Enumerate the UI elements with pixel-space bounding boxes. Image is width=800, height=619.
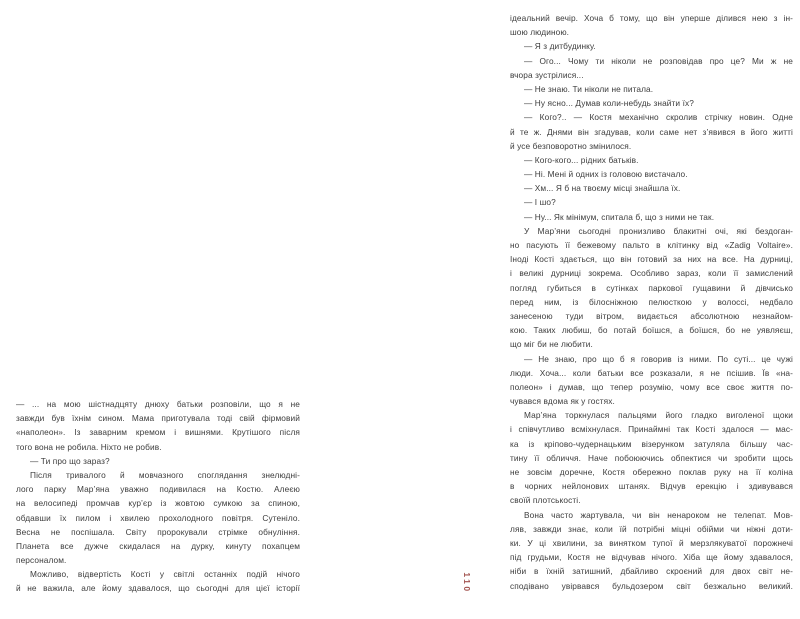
text-line: — ... на мою шістнадцяту днюху батьки розповіли, що я не [16,399,300,409]
text-line: чувався вдома як у гостях. [510,396,615,407]
text-line: — Ну... Як мінімум, спитала б, що з ними не так. [524,211,715,222]
text-line: сподівано увірвався бульдозером світ безжально великий. [510,580,793,591]
text-line: Весна не поспішала. Світу пророкували стрімке обнуління. [16,526,300,537]
text-line: — Хм... Я б на твоєму місці знайшла їх. [524,183,681,194]
text-line: ніби в їхній затишний, дбайливо скроєний для двох світ не- [510,566,793,577]
text-line: й те ж. Днями він згадував, коли саме нет з’явився в його житті [510,126,793,137]
text-line: лого парку Мар’яна уважно подивилася на Костю. Алеєю [16,484,300,495]
text-line: і великі дурниці зокрема. Особливо зараз, коли її замислений [510,268,793,279]
left-page-text-column [16,397,300,596]
text-line: ки. У ці хвилини, за винятком тупої й мерзлякуватої порожнечі [510,537,793,548]
text-line: в чорних нейлонових штанях. Відчув ерекцію і здивувався [510,481,793,492]
right-page-text-column [510,11,793,593]
text-line: — Я з дитбудинку. [524,41,596,52]
text-line: й усе безповоротно змінилося. [510,140,632,151]
text-line: «наполеон». Із заварним кремом і вишнями. Крутішого після [16,427,300,438]
text-line: У Мар’яни сьогодні пронизливо блакитні очі, які бездоган- [524,225,793,236]
text-line: но пасують її бежевому пальто в клітинку від «Zadig Voltaire». [510,240,793,250]
text-line: полеон» і думав, що тепер розумію, чому все своє життя по- [510,381,793,392]
text-line: завжди був їхнім сином. Мама приготувала тоді свій фірмовий [16,413,300,424]
text-line: під грудьми, Костя не відчував нічого. Хіба ще йому здавалося, [510,552,793,563]
text-line: кою. Таких любиш, бо потай боїшся, а боїшся, бо не уявляєш, [510,325,793,336]
text-line: ляв, завжди знає, коли їй потрібні міцні обійми чи ніжні доти- [510,523,793,534]
text-line: Вона часто жартувала, чи він ненароком не телепат. Мов- [524,509,793,520]
text-line: Після тривалого й мовчазного споглядання знелюдні- [30,469,300,480]
text-line: занесеною туди вітром, видається абсолютною незнайом- [510,310,793,321]
text-line: Планета все дужче скидалася на дурку, кинуту похапцем [16,540,300,551]
text-line: ідеальний вечір. Хоча б тому, що він уперше ділився нею з ін- [510,13,793,23]
text-line: й не важила, але йому здавалося, що сьогодні для цієї історії [16,583,300,594]
text-line: ка із кріпово-чудернацьким візерунком затуляла більшу час- [510,438,793,449]
text-line: — Ого... Чому ти ніколи не розповідав про це? Ми ж не [524,55,793,66]
page-number: 110 [462,572,472,594]
text-line: — І шо? [524,197,556,208]
text-line: Мар’яна торкнулася пальцями його гладко виголеної щоки [524,410,793,421]
text-line: — Не знаю. Ти ніколи не питала. [524,83,654,94]
text-line: Можливо, відвертість Кості у світлі останніх подій нічого [30,569,300,580]
text-line: — Кого?.. — Костя механічно скролив стрічку новин. Одне [524,112,793,123]
text-line: шою людиною. [510,27,570,38]
text-line: тину її обличчя. Наче побоюючись обпектися чи зробити щось [510,452,793,463]
text-line: що міг би не любити. [510,339,593,350]
text-line: Іноді Кості здається, що він готовий за них на все. На дурниці, [510,254,793,265]
text-line: — Не знаю, про що б я говорив із ними. По суті... це чужі [524,353,793,364]
text-line: персоналом. [16,555,67,566]
text-line: — Кого-кого... рідних батьків. [524,154,639,165]
text-line: і співчутливо всміхнулася. Принаймні так Кості здалося — мас- [510,424,793,435]
text-line: перед ним, із білосніжною пелюсткою у волоссі, недбало [510,296,793,307]
text-line: не зовсім доречне, Костя обережно поклав руку на її коліна [510,467,793,477]
text-line: люди. Хоча... коли батьки все розказали, я не псішив. Їв «на- [510,367,793,378]
text-line: обдавши їх пилом і хвилею прохолодного повітря. Сутеніло. [16,512,300,523]
text-line: погляд губиться в сутінках паркової гущавини й дівчисько [510,282,793,293]
text-line: — Ти про що зараз? [30,455,110,466]
text-line: — Ну ясно... Думав коли-небудь знайти їх? [524,98,694,109]
text-line: вчора зустрілися... [510,69,584,80]
text-line: своїй плотськості. [510,495,581,506]
text-line: того вона не робила. Ніхто не робив. [16,441,162,452]
page-number-folio [452,568,482,598]
text-line: — Ні. Мені й одних із головою вистачало. [524,169,688,180]
text-line: на велосипеді промчав кур’єр із жовтою сумкою за спиною, [16,498,300,509]
